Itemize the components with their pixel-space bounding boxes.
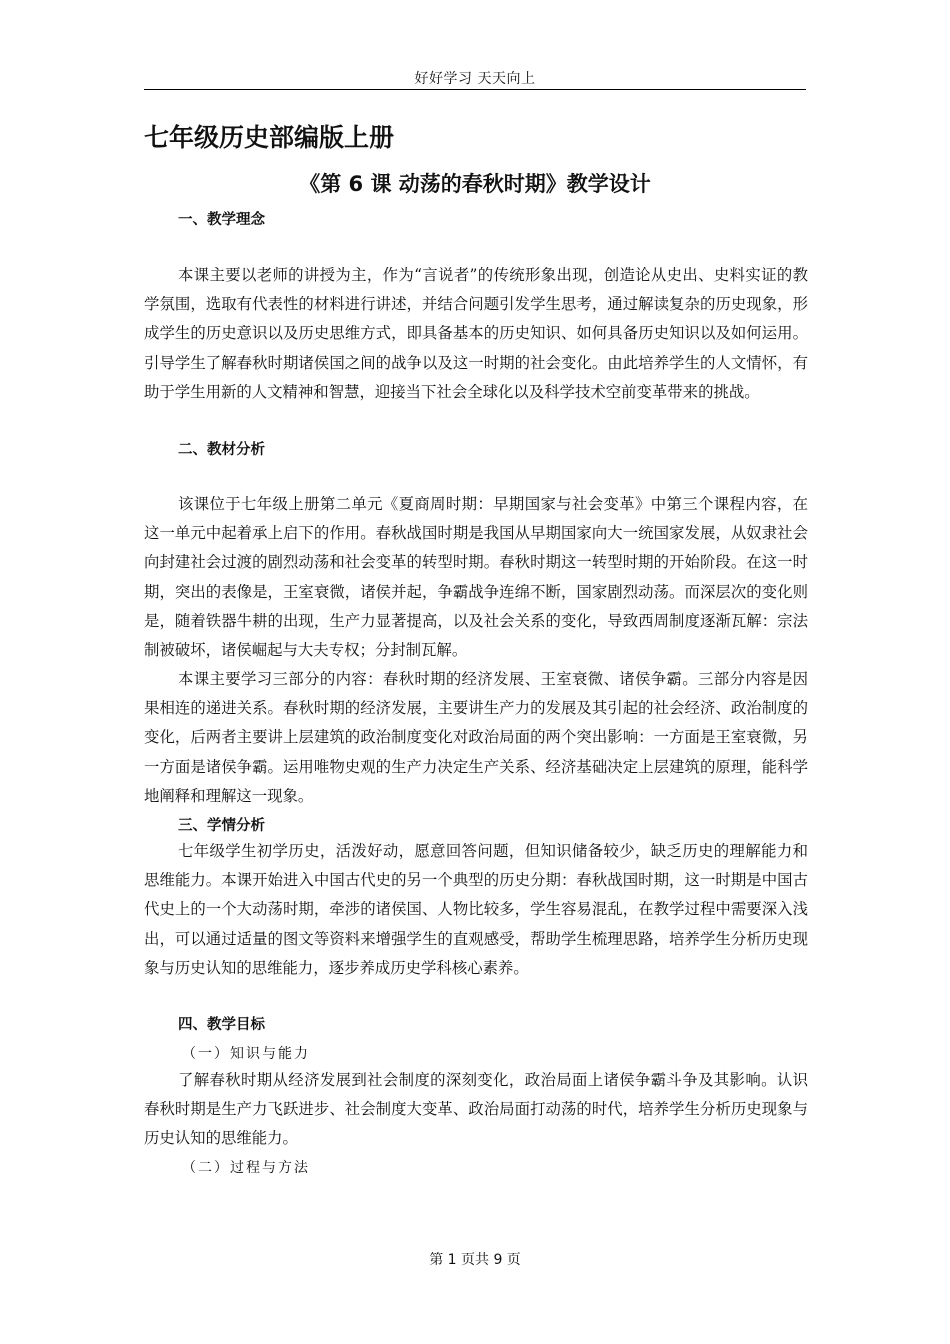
section-heading-teaching-philosophy: 一、教学理念 [178,212,265,228]
paragraph-textbook-analysis-2: 本课主要学习三部分的内容：春秋时期的经济发展、王室衰微、诸侯争霸。三部分内容是因果相连的递进关系。春秋时期的经济发展，主要讲生产力的发展及其引起的社会经济、政治制度的变化，后两者主要讲上层建筑的政治制度变化对政治局面的两个突出影响：一方面是王室衰微，另一方面是诸侯争霸。运用唯物史观的生产力决定生产关系、经济基础决定上层建筑的原理，能科学地阐释和理解这一现象。 [144,670,808,805]
paragraph-knowledge-ability: 了解春秋时期从经济发展到社会制度的深刻变化，政治局面上诸侯争霸斗争及其影响。认识春秋时期是生产力飞跃进步、社会制度大变革、政治局面打动荡的时代，培养学生分析历史现象与历史认知的思维能力。 [144,1071,808,1148]
subheading-process-method: （二）过程与方法 [182,1160,310,1176]
page-header-motto: 好好学习 天天向上 [414,71,536,87]
subheading-knowledge-ability: （一）知识与能力 [182,1046,310,1062]
header-divider [144,89,806,90]
section-heading-student-analysis: 三、学情分析 [178,818,265,834]
page-number-footer: 第 1 页共 9 页 [429,1252,521,1268]
section-heading-textbook-analysis: 二、教材分析 [178,442,265,458]
document-subtitle: 《第 6 课 动荡的春秋时期》教学设计 [299,172,651,196]
section-heading-teaching-goals: 四、教学目标 [178,1017,265,1033]
paragraph-teaching-philosophy: 本课主要以老师的讲授为主，作为“言说者”的传统形象出现，创造论从史出、史料实证的教学氛围，选取有代表性的材料进行讲述，并结合问题引发学生思考，通过解读复杂的历史现象，形成学生的历史意识以及历史思维方式，即具备基本的历史知识、如何具备历史知识以及如何运用。引导学生了解春秋时期诸侯国之间的战争以及这一时期的社会变化。由此培养学生的人文情怀，有助于学生用新的人文精神和智慧，迎接当下社会全球化以及科学技术空前变革带来的挑战。 [144,266,808,401]
document-title: 七年级历史部编版上册 [144,123,395,152]
paragraph-student-analysis: 七年级学生初学历史，活泼好动，愿意回答问题，但知识储备较少，缺乏历史的理解能力和思维能力。本课开始进入中国古代史的另一个典型的历史分期：春秋战国时期，这一时期是中国古代史上的一个大动荡时期，牵涉的诸侯国、人物比较多，学生容易混乱，在教学过程中需要深入浅出，可以通过适量的图文等资料来增强学生的直观感受，帮助学生梳理思路，培养学生分析历史现象与历史认知的思维能力，逐步养成历史学科核心素养。 [144,842,808,977]
paragraph-textbook-analysis-1: 该课位于七年级上册第二单元《夏商周时期：早期国家与社会变革》中第三个课程内容，在这一单元中起着承上启下的作用。春秋战国时期是我国从早期国家向大一统国家发展，从奴隶社会向封建社会过渡的剧烈动荡和社会变革的转型时期。春秋时期这一转型时期的开始阶段。在这一时期，突出的表像是，王室衰微，诸侯并起，争霸战争连绵不断，国家剧烈动荡。而深层次的变化则是，随着铁器牛耕的出现，生产力显著提高，以及社会关系的变化，导致西周制度逐渐瓦解：宗法制被破坏，诸侯崛起与大夫专权；分封制瓦解。 [144,495,808,660]
